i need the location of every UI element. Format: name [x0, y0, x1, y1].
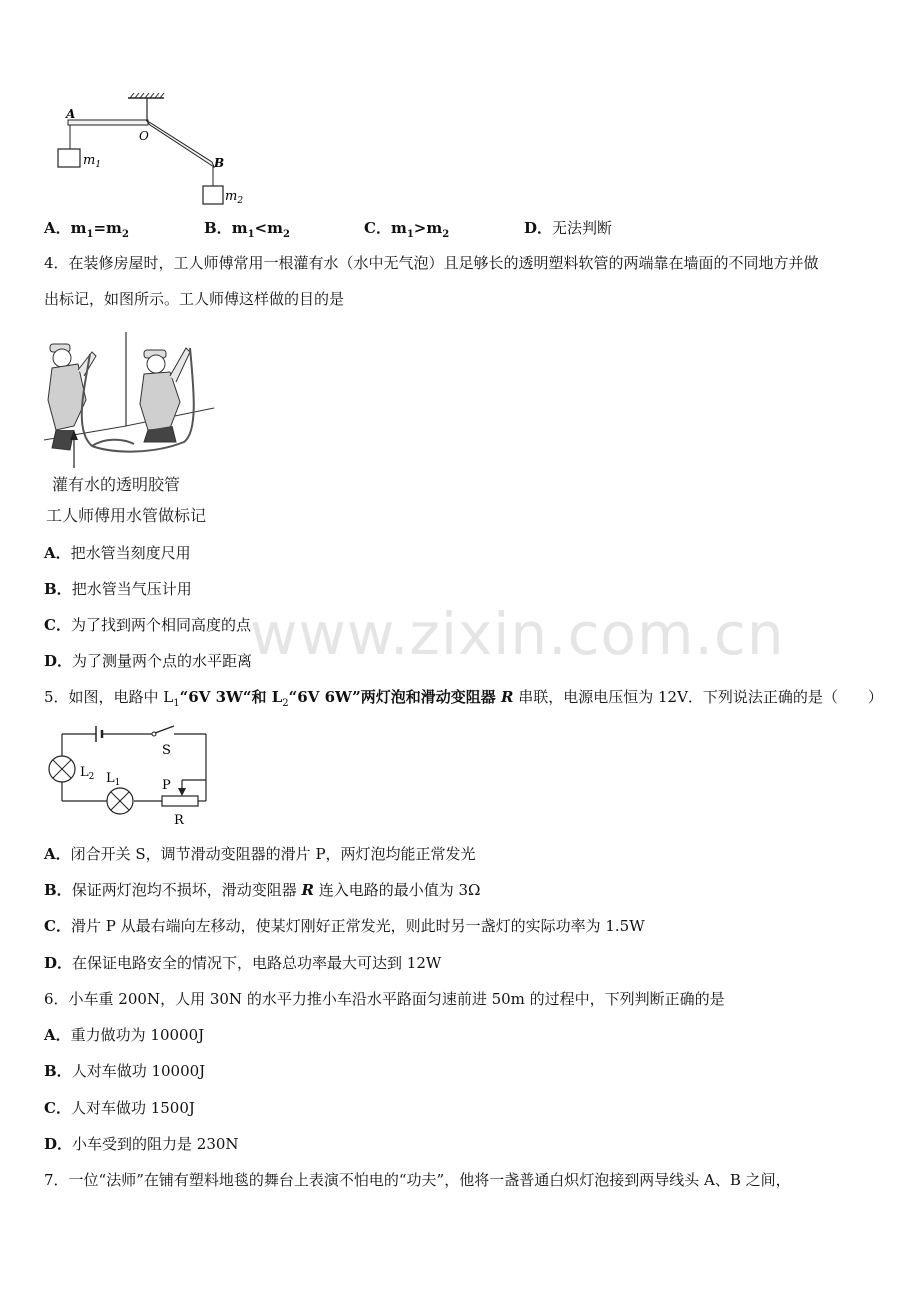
- lever-label-a: A: [66, 107, 76, 121]
- q3-option-d[interactable]: D．无法判断: [524, 219, 613, 237]
- lever-label-m2: $m_2$: [225, 189, 244, 206]
- q6-option-c[interactable]: C．人对车做功 1500J: [44, 1099, 195, 1117]
- circuit-label-p: P: [162, 778, 171, 793]
- q7-stem: 7．一位“法师”在铺有塑料地毯的舞台上表演不怕电的“功夫”，他将一盏普通白炽灯泡接到两导线头 A、B 之间，: [44, 1171, 791, 1189]
- lever-figure: [50, 92, 260, 208]
- q6-option-a[interactable]: A．重力做功为 10000J: [44, 1026, 205, 1044]
- workers-caption-title: 工人师傅用水管做标记: [46, 506, 207, 525]
- q5-option-b[interactable]: B．保证两灯泡均不损坏，滑动变阻器 R 连入电路的最小值为 3Ω: [44, 881, 481, 899]
- circuit-figure: [44, 722, 220, 828]
- circuit-label-l1: $L_1$: [106, 771, 121, 788]
- workers-caption-hose: 灌有水的透明胶管: [52, 475, 181, 494]
- q4-option-c[interactable]: C．为了找到两个相同高度的点: [44, 616, 251, 634]
- q5-stem: 5．如图，电路中 $L_1“6V$ 3W“和 $L_2“6V$ 6W”两灯泡和滑动变阻器 R 串联，电源电压恒为 12V．下列说法正确的是（ ）: [44, 688, 883, 709]
- q4-option-d[interactable]: D．为了测量两个点的水平距离: [44, 652, 253, 670]
- q6-option-d[interactable]: D．小车受到的阻力是 230N: [44, 1135, 239, 1153]
- q4-stem-line2: 出标记，如图所示。工人师傅这样做的目的是: [44, 290, 345, 308]
- q5-option-d[interactable]: D．在保证电路安全的情况下，电路总功率最大可达到 12W: [44, 954, 442, 972]
- lever-label-o: O: [139, 129, 149, 143]
- lever-label-b: B: [214, 156, 225, 170]
- q4-option-a[interactable]: A．把水管当刻度尺用: [44, 544, 191, 562]
- workers-figure: [44, 330, 220, 470]
- q6-stem: 6．小车重 200N，人用 30N 的水平力推小车沿水平路面匀速前进 50m 的过程中，下列判断正确的是: [44, 990, 725, 1008]
- q6-option-b[interactable]: B．人对车做功 10000J: [44, 1062, 206, 1080]
- q3-option-c[interactable]: C．$m_1>m_2$: [364, 219, 450, 240]
- q5-option-c[interactable]: C．滑片 P 从最右端向左移动，使某灯刚好正常发光，则此时另一盏灯的实际功率为 1.5W: [44, 917, 645, 935]
- circuit-label-s: S: [162, 743, 171, 758]
- circuit-label-l2: $L_2$: [80, 765, 95, 782]
- q4-option-b[interactable]: B．把水管当气压计用: [44, 580, 192, 598]
- circuit-label-r: R: [174, 813, 184, 828]
- q4-stem-line1: 4．在装修房屋时，工人师傅常用一根灌有水（水中无气泡）且足够长的透明塑料软管的两端靠在墙面的不同地方并做: [44, 254, 819, 272]
- lever-label-m1: $m_1$: [83, 153, 102, 170]
- q3-option-b[interactable]: B．$m_1<m_2$: [204, 219, 290, 240]
- watermark-text: www.zixin.com.cn: [250, 600, 785, 668]
- q5-option-a[interactable]: A．闭合开关 S，调节滑动变阻器的滑片 P，两灯泡均能正常发光: [44, 845, 476, 863]
- q3-option-a[interactable]: A．$m_1=m_2$: [44, 219, 129, 240]
